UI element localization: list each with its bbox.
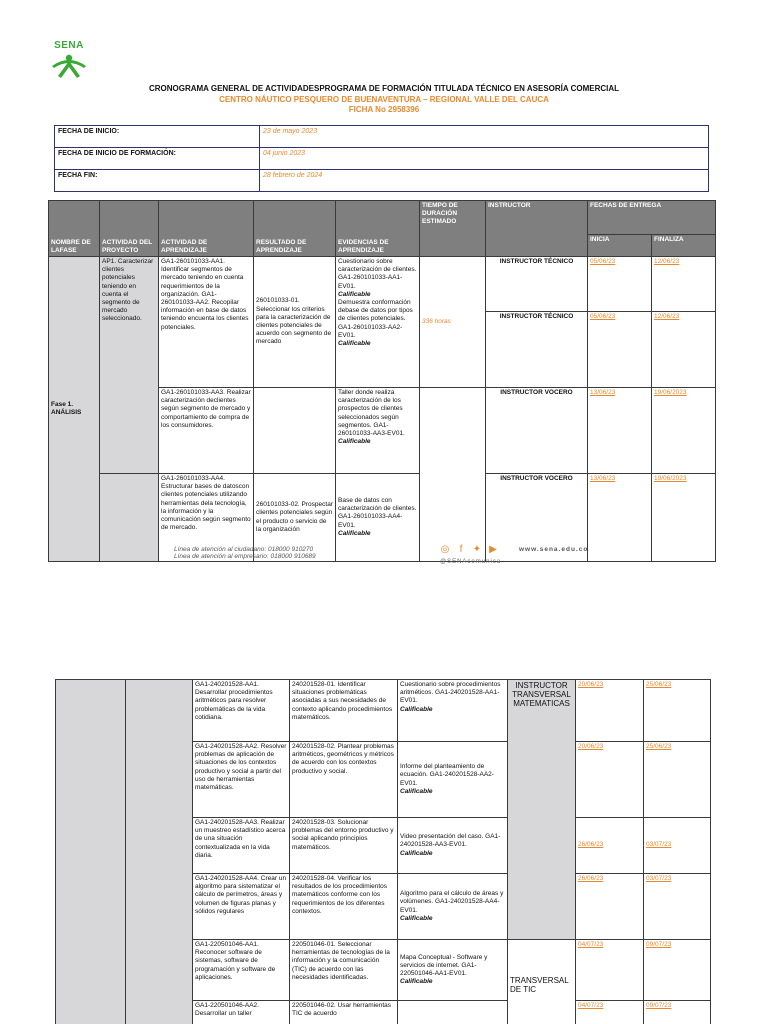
footer-website[interactable]: www.sena.edu.co bbox=[519, 546, 589, 553]
ra-text: 260101033-02. Prospectar clientes potenciales según el producto o servicio de la organización bbox=[256, 501, 333, 533]
col-header-instructor: INSTRUCTOR bbox=[486, 201, 588, 257]
col-header-fase: NOMBRE DE LAFASE bbox=[49, 201, 100, 257]
date-start: 26/06/23 bbox=[578, 841, 604, 849]
ev-text: Base de datos con caracterización de clientes. GA1-260101033-AA4-EV01. bbox=[338, 496, 417, 529]
calificable-label: Calificable bbox=[400, 787, 433, 795]
table-header-row bbox=[49, 201, 716, 235]
ev-cell bbox=[336, 388, 420, 474]
aa-cell bbox=[193, 940, 290, 1001]
instructor-cell: INSTRUCTOR TÉCNICO bbox=[486, 312, 588, 388]
ev-text: Demuestra conformación debase de datos por tipos de clientes potenciales. GA1-260101033-AA2-EV01. bbox=[338, 299, 413, 339]
aa-text: GA1-240201528-AA4. Crear un algoritmo para sistematizar el cálculo de perímetros, áreas y volumen de figuras planas y sólidos regulares bbox=[195, 875, 287, 915]
inicia-cell bbox=[588, 312, 652, 388]
date-start: 13/06/23 bbox=[590, 475, 616, 482]
col-header-tiempo: TIEMPO DE DURACIÓN ESTIMADO bbox=[420, 201, 486, 257]
instructor-cell: INSTRUCTOR VOCERO bbox=[486, 388, 588, 474]
col-header-resultado: RESULTADO DE APRENDIZAJE bbox=[254, 201, 336, 257]
finaliza-cell bbox=[652, 257, 716, 312]
ra-text: 220501046-01. Seleccionar herramientas de tecnologías de la información y la comunicación (TIC) de acuerdo con las necesidades identificadas. bbox=[292, 941, 390, 981]
ev-cell bbox=[398, 742, 508, 818]
aa-cell bbox=[193, 874, 290, 940]
aa-cell bbox=[193, 742, 290, 818]
info-value: 04 junio 2023 bbox=[260, 148, 709, 170]
info-row bbox=[55, 170, 709, 192]
ficha-number: FICHA No 2958396 bbox=[348, 105, 420, 114]
tiempo-cell bbox=[420, 388, 486, 562]
calificable-label: Calificable bbox=[400, 705, 433, 713]
date-end: 12/06/23 bbox=[654, 313, 680, 320]
col-header-finaliza: FINALIZA bbox=[652, 235, 716, 257]
ap-cell bbox=[100, 257, 159, 474]
info-value: 23 de mayo 2023 bbox=[260, 126, 709, 148]
date-end: 03/07/23 bbox=[646, 875, 672, 882]
inicia-cell bbox=[576, 874, 644, 940]
twitter-icon[interactable]: ✦ bbox=[472, 544, 482, 555]
calificable-label: Calificable bbox=[338, 438, 371, 446]
table-row bbox=[56, 680, 711, 742]
info-label: FECHA DE INICIO DE FORMACIÓN: bbox=[55, 148, 260, 170]
ra-cell bbox=[290, 818, 398, 874]
date-start: 26/06/23 bbox=[578, 875, 604, 882]
finaliza-cell bbox=[652, 312, 716, 388]
instructor-cell: INSTRUCTOR VOCERO bbox=[486, 474, 588, 562]
instructor-cell: INSTRUCTOR TÉCNICO bbox=[486, 257, 588, 312]
calificable-label: Calificable bbox=[338, 290, 371, 298]
ev-text: Cuestionario sobre caracterización de clientes. GA1-260101033-AA1-EV01. bbox=[338, 258, 417, 290]
inicia-cell bbox=[576, 680, 644, 742]
date-end: 19/06/2023 bbox=[654, 389, 687, 396]
tiempo-text: 336 horas bbox=[422, 317, 451, 325]
date-end: 03/07/23 bbox=[646, 841, 672, 849]
aa-text: GA1-220501046-AA2. Desarrollar un taller bbox=[195, 1002, 259, 1018]
social-handle: @SENAcomunica bbox=[440, 559, 502, 565]
ev-cell bbox=[336, 474, 420, 562]
ra-cell bbox=[254, 257, 336, 388]
ra-cell bbox=[290, 742, 398, 818]
ra-text: 240201528-03. Solucionar problemas del entorno productivo y social aplicando principios matemáticos. bbox=[292, 819, 394, 851]
document-title: CRONOGRAMA GENERAL DE ACTIVIDADESPROGRAMA DE FORMACIÓN TITULADA TÉCNICO EN ASESORÍA COMERCIAL bbox=[148, 84, 620, 93]
finaliza-cell bbox=[644, 1001, 711, 1024]
date-end: 09/07/23 bbox=[646, 1002, 672, 1009]
center-name: CENTRO NÁUTICO PESQUERO DE BUENAVENTURA – REGIONAL VALLE DEL CAUCA bbox=[219, 95, 549, 104]
fase-cell bbox=[49, 257, 100, 562]
date-end: 12/06/23 bbox=[654, 258, 680, 265]
aa-cell bbox=[193, 1001, 290, 1024]
date-start: 05/06/23 bbox=[590, 258, 616, 265]
aa-text: GA1-240201528-AA2. Resolver problemas de aplicación de situaciones de los contextos productivo y social a partir del uso de herramientas matemáticas. bbox=[195, 743, 287, 792]
calificable-label: Calificable bbox=[400, 914, 433, 922]
date-end: 25/06/23 bbox=[646, 681, 672, 688]
inicia-cell bbox=[576, 818, 644, 874]
inicia-cell bbox=[588, 388, 652, 474]
info-label: FECHA DE INICIO: bbox=[55, 126, 260, 148]
aa-text: GA1-260101033-AA4. Estructurar bases de datoscon clientes potenciales utilizando herramientas dela tecnología, la información y la comunicación según segmento de mercado. bbox=[161, 475, 251, 532]
finaliza-cell bbox=[644, 874, 711, 940]
logo-text: SENA bbox=[54, 40, 84, 51]
instructor-cell: INSTRUCTOR TRANSVERSAL MATEMATICAS bbox=[508, 680, 576, 940]
ev-cell bbox=[336, 257, 420, 388]
ap-text: AP1. Caracterizar clientes potenciales teniendo en cuenta el segmento de mercado seleccionado. bbox=[102, 258, 154, 323]
ev-text: Taller donde realiza caracterización de los prospectos de clientes seleccionados según segmentos. GA1-260101033-AA3-EV01. bbox=[338, 389, 405, 438]
ra-text: 240201528-01. Identificar situaciones problemáticas asociadas a sus necesidades de contexto aplicando procedimientos matemáticos. bbox=[292, 681, 393, 721]
finaliza-cell bbox=[644, 742, 711, 818]
date-start: 04/07/23 bbox=[578, 941, 604, 948]
footer-contact bbox=[174, 546, 316, 560]
aa-cell bbox=[159, 257, 254, 388]
calificable-label: Calificable bbox=[338, 340, 371, 348]
calificable-label: Calificable bbox=[338, 529, 371, 537]
schedule-table-continued bbox=[55, 679, 711, 1024]
tiempo-cell bbox=[420, 257, 486, 388]
ev-cell bbox=[398, 1001, 508, 1024]
aa-text: GA1-240201528-AA3. Realizar un muestreo estadístico acerca de una situación contextualizada en la vida diaria. bbox=[195, 819, 286, 859]
instructor-cell: TRANSVERSAL DE TIC bbox=[508, 940, 576, 1024]
col-header-actividad-proyecto: ACTIVIDAD DEL PROYECTO bbox=[100, 201, 159, 257]
youtube-icon[interactable]: ▶ bbox=[489, 544, 497, 555]
aa-cell bbox=[193, 818, 290, 874]
date-start: 05/06/23 bbox=[590, 313, 616, 320]
info-label: FECHA FIN: bbox=[55, 170, 260, 192]
fase-cell bbox=[56, 680, 126, 1024]
date-end: 09/07/23 bbox=[646, 941, 672, 948]
ap-cell bbox=[126, 680, 193, 1024]
date-start: 20/06/23 bbox=[578, 681, 604, 688]
footer-line-business: Línea de atención al empresario: 018000 910689 bbox=[174, 553, 316, 560]
ra-text: 240201528-02. Plantear problemas aritméticos, geométricos y métricos de acuerdo con los contextos productivo y social. bbox=[292, 743, 394, 775]
aa-cell bbox=[193, 680, 290, 742]
ev-cell bbox=[398, 818, 508, 874]
aa-text: GA1-220501046-AA1. Reconocer software de sistemas, software de programación y software de aplicaciones. bbox=[195, 941, 276, 981]
ra-cell bbox=[290, 940, 398, 1001]
date-start: 04/07/23 bbox=[578, 1002, 604, 1009]
fase-label: Fase 1. ANÁLISIS bbox=[51, 400, 82, 416]
ra-cell bbox=[290, 874, 398, 940]
finaliza-cell bbox=[652, 474, 716, 562]
info-value: 28 febrero de 2024 bbox=[260, 170, 709, 192]
table-row bbox=[49, 474, 716, 562]
col-header-inicia: INICIA bbox=[588, 235, 652, 257]
ra-text: 260101033-01. Seleccionar los criterios para la caracterización de clientes potenciales de acuerdo con segmento de mercado bbox=[256, 297, 332, 346]
social-icons bbox=[440, 545, 498, 555]
date-start: 13/06/23 bbox=[590, 389, 616, 396]
aa-text: GA1-260101033-AA3. Realizar caracterización declientes según segmento de mercado y comportamiento de compra de los consumidores. bbox=[161, 389, 251, 429]
aa-text: GA1-260101033-AA1. Identificar segmentos de mercado teniendo en cuenta requerimientos de la organización. GA1-260101033-AA2. Recopilar información en base de datos teniendo encuenta los clientes potenciales. bbox=[161, 258, 249, 331]
ev-text: Informe del planteamiento de ecuación. GA1-240201528-AA2-EV01. bbox=[400, 763, 494, 787]
ev-text: Mapa Conceptual - Software y servicios de internet. GA1-220501046-AA1-EV01. bbox=[400, 953, 488, 977]
date-end: 25/06/23 bbox=[646, 743, 672, 750]
col-header-actividad-aprendizaje: ACTIVIDAD DE APRENDIZAJE bbox=[159, 201, 254, 257]
info-row bbox=[55, 148, 709, 170]
calificable-label: Calificable bbox=[400, 849, 433, 857]
instagram-icon[interactable]: ◎ bbox=[440, 544, 450, 555]
aa-cell bbox=[159, 388, 254, 474]
footer-line-citizen: Línea de atención al ciudadano: 018000 910270 bbox=[174, 546, 314, 553]
ra-text: 220501046-02. Usar herramientas TIC de acuerdo bbox=[292, 1002, 392, 1018]
inicia-cell bbox=[588, 474, 652, 562]
aa-text: GA1-240201528-AA1. Desarrollar procedimientos aritméticos para resolver problemáticas de la vida cotidiana. bbox=[195, 681, 273, 721]
finaliza-cell bbox=[644, 940, 711, 1001]
table-row bbox=[49, 257, 716, 312]
inicia-cell bbox=[576, 1001, 644, 1024]
ev-cell bbox=[398, 940, 508, 1001]
inicia-cell bbox=[576, 940, 644, 1001]
ev-text: Algoritmo para el cálculo de áreas y volúmenes. GA1-240201528-AA4-EV01. bbox=[400, 890, 504, 914]
inicia-cell bbox=[588, 257, 652, 312]
col-header-evidencias: EVIDENCIAS DE APRENDIZAJE bbox=[336, 201, 420, 257]
ev-text: Cuestionario sobre procedimientos aritméticos. GA1-240201528-AA1-EV01. bbox=[400, 681, 501, 705]
ev-cell bbox=[398, 680, 508, 742]
finaliza-cell bbox=[644, 680, 711, 742]
date-start: 20/06/23 bbox=[578, 743, 604, 750]
ra-cell bbox=[254, 388, 336, 474]
schedule-table bbox=[48, 200, 716, 562]
ev-cell bbox=[398, 874, 508, 940]
col-header-fechas: FECHAS DE ENTREGA bbox=[588, 201, 716, 235]
finaliza-cell bbox=[644, 818, 711, 874]
inicia-cell bbox=[576, 742, 644, 818]
calificable-label: Calificable bbox=[400, 978, 433, 986]
ra-cell bbox=[290, 680, 398, 742]
ap-cell bbox=[100, 474, 159, 562]
finaliza-cell bbox=[652, 388, 716, 474]
date-end: 19/06/2023 bbox=[654, 475, 687, 482]
facebook-icon[interactable]: f bbox=[459, 544, 463, 555]
info-table bbox=[54, 125, 709, 192]
ra-text: 240201528-04. Verificar los resultados de los procedimientos matemáticos conforme con los requerimientos de los diferentes contextos. bbox=[292, 875, 388, 915]
info-row bbox=[55, 126, 709, 148]
ra-cell bbox=[290, 1001, 398, 1024]
ev-text: Video presentación del caso. GA1-240201528-AA3-EV01. bbox=[400, 833, 501, 849]
